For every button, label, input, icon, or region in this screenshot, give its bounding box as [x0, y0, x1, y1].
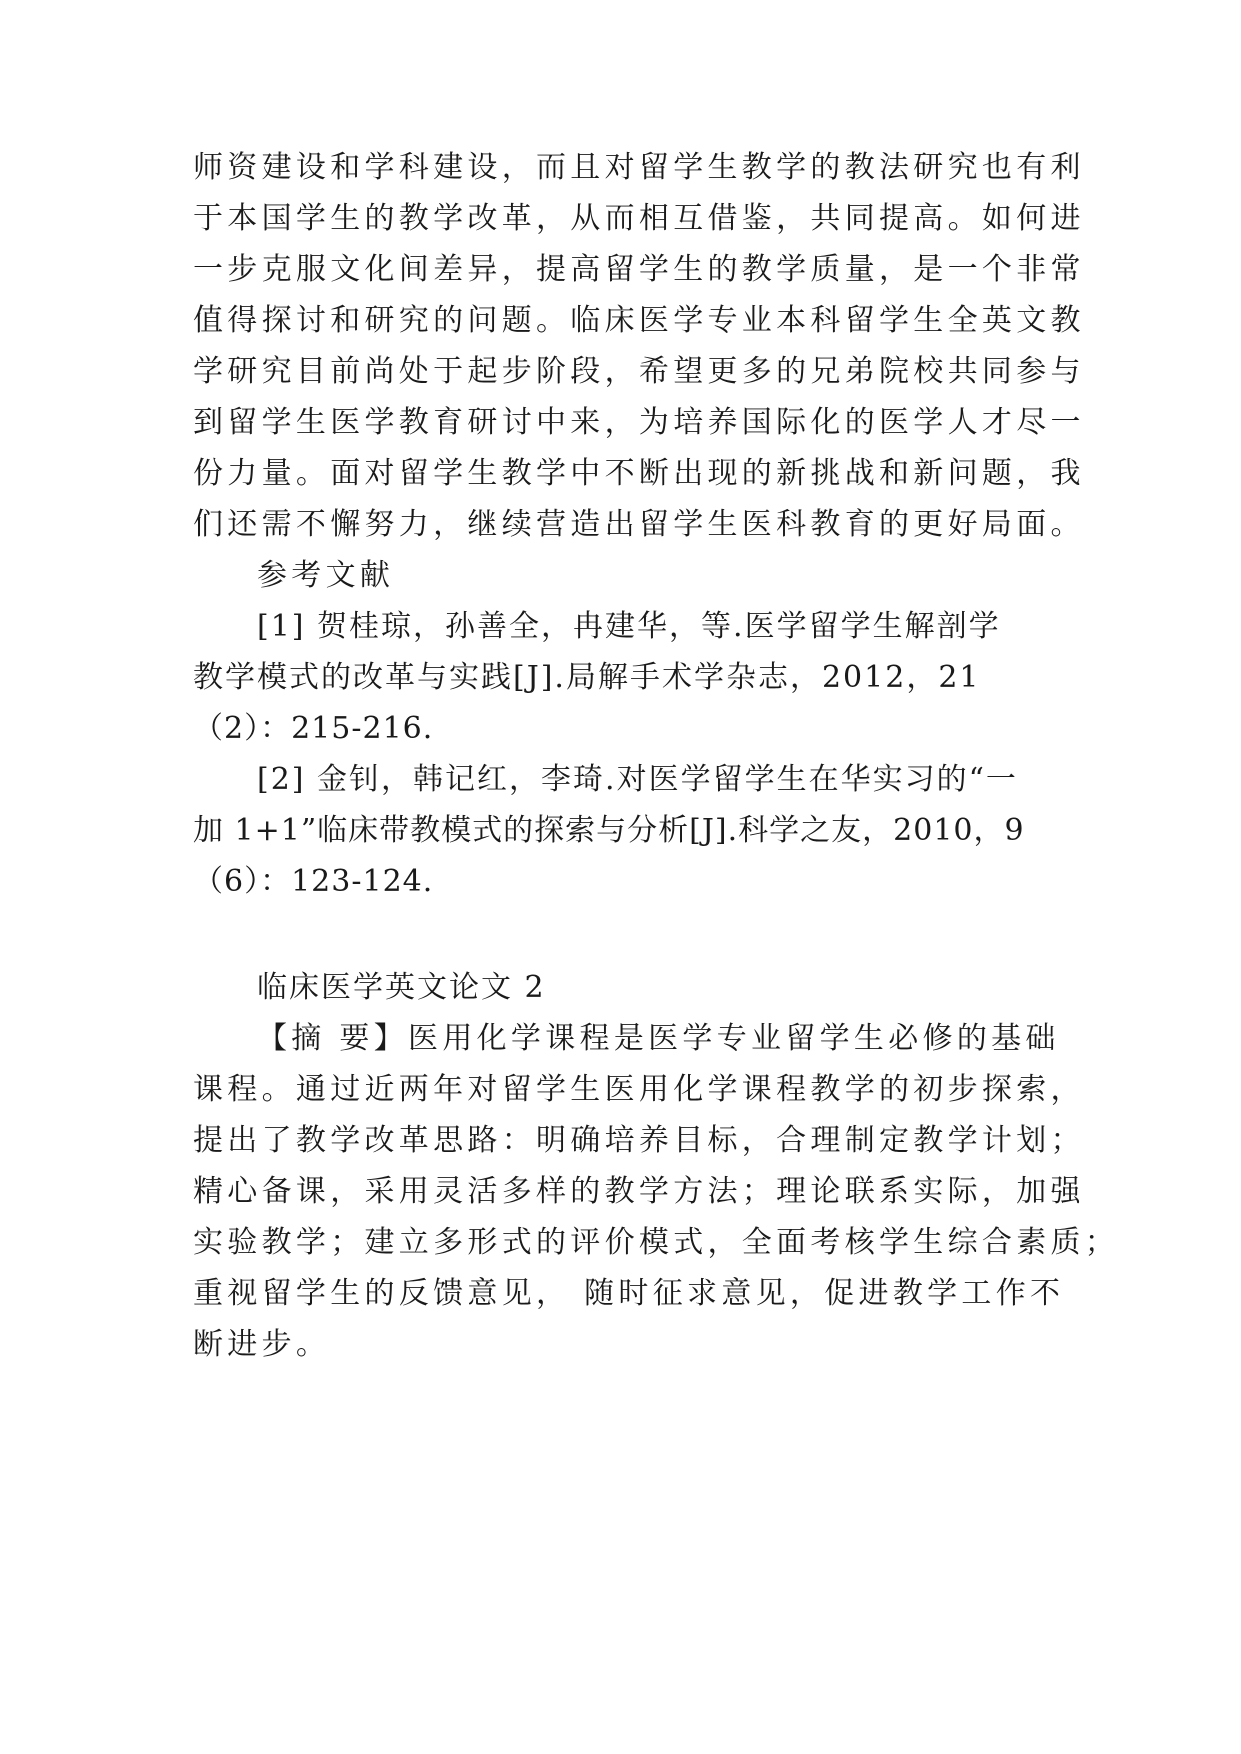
paragraph-line: 学研究目前尚处于起步阶段，希望更多的兄弟院校共同参与 — [193, 354, 1085, 389]
abstract-line: 实验教学；建立多形式的评价模式，全面考核学生综合素质； — [193, 1225, 1120, 1260]
paragraph-line: 份力量。面对留学生教学中不断出现的新挑战和新问题，我 — [193, 456, 1085, 491]
reference-line: （2）：215-216. — [193, 711, 434, 746]
paragraph-line: 一步克服文化间差异，提高留学生的教学质量，是一个非常 — [193, 252, 1085, 287]
abstract-line: 重视留学生的反馈意见， 随时征求意见，促进教学工作不 — [193, 1276, 1065, 1311]
reference-line: 加 1+1”临床带教模式的探索与分析[J].科学之友，2010，9 — [193, 813, 1025, 848]
abstract-line: 提出了教学改革思路：明确培养目标，合理制定教学计划； — [193, 1123, 1085, 1158]
paragraph-line: 值得探讨和研究的问题。临床医学专业本科留学生全英文教 — [193, 303, 1085, 338]
reference-line: 教学模式的改革与实践[J].局解手术学杂志，2012，21 — [193, 660, 981, 695]
paragraph-line: 师资建设和学科建设，而且对留学生教学的教法研究也有利 — [193, 150, 1085, 185]
reference-line: （6）：123-124. — [193, 864, 434, 899]
reference-line: [2] 金钊，韩记红，李琦.对医学留学生在华实习的“一 — [257, 762, 1018, 797]
abstract-line: 课程。通过近两年对留学生医用化学课程教学的初步探索， — [193, 1072, 1085, 1107]
abstract-line: 断进步。 — [193, 1327, 331, 1362]
abstract-line: 【摘 要】医用化学课程是医学专业留学生必修的基础 — [257, 1021, 1060, 1056]
reference-line: [1] 贺桂琼，孙善全，冉建华，等.医学留学生解剖学 — [257, 609, 1001, 644]
abstract-line: 精心备课，采用灵活多样的教学方法；理论联系实际，加强 — [193, 1174, 1085, 1209]
references-heading: 参考文献 — [257, 558, 395, 593]
paragraph-line: 到留学生医学教育研讨中来，为培养国际化的医学人才尽一 — [193, 405, 1085, 440]
paragraph-line: 于本国学生的教学改革，从而相互借鉴，共同提高。如何进 — [193, 201, 1085, 236]
section-title: 临床医学英文论文 2 — [257, 970, 546, 1005]
paragraph-line: 们还需不懈努力，继续营造出留学生医科教育的更好局面。 — [193, 507, 1085, 542]
